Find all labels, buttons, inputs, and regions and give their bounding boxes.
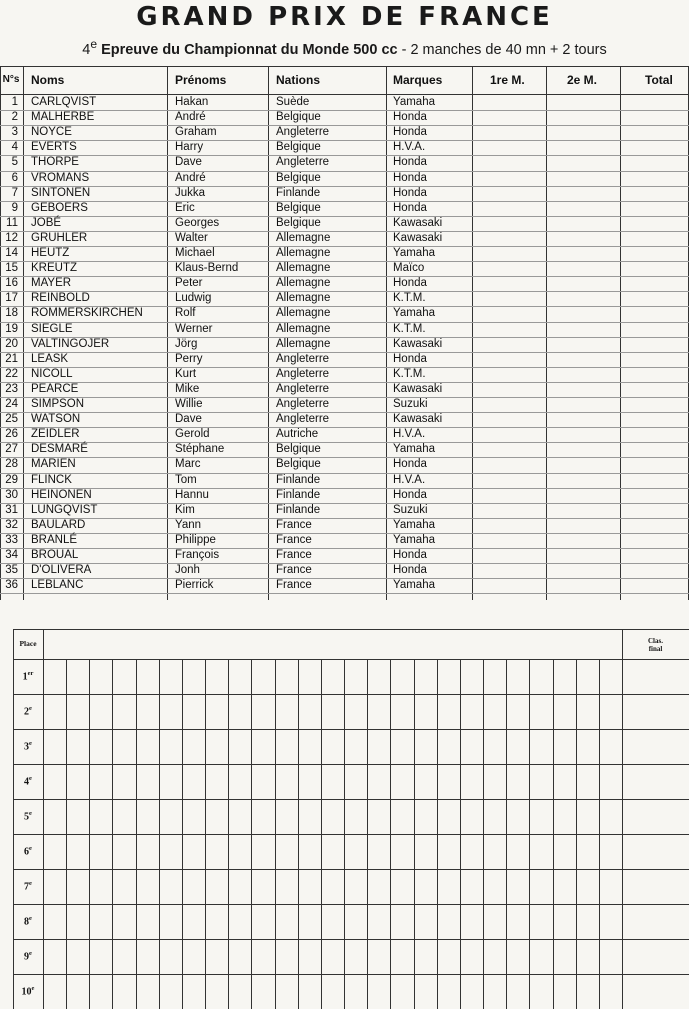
rider-number: 3	[11, 126, 18, 139]
grid-cell-rule	[529, 659, 530, 1009]
rider-brand: Honda	[393, 126, 427, 139]
place-label	[13, 845, 43, 857]
rider-firstname: François	[175, 549, 220, 561]
rider-surname: GEBOERS	[31, 201, 88, 214]
rider-brand: Kawasaki	[393, 382, 443, 395]
rider-firstname: Eric	[175, 201, 195, 214]
rider-nation: Angleterre	[276, 413, 330, 426]
rider-firstname: Klaus-Bernd	[175, 262, 239, 275]
rider-number: 12	[5, 231, 18, 244]
rider-brand: Kawasaki	[393, 337, 443, 350]
table-row	[0, 533, 689, 548]
rider-nation: Belgique	[276, 443, 321, 456]
rider-brand: Honda	[393, 186, 427, 199]
rider-firstname: André	[175, 111, 206, 124]
rider-number: 25	[5, 413, 18, 426]
rider-surname: THORPE	[31, 156, 79, 169]
rider-surname: DESMARÉ	[31, 443, 88, 456]
rider-brand: Honda	[393, 352, 427, 365]
place-number: 7	[24, 881, 30, 893]
page-title: GRAND PRIX DE FRANCE	[136, 2, 553, 32]
grid-cell-rule	[112, 659, 113, 1009]
rider-nation: Belgique	[276, 458, 321, 471]
rider-firstname: Pierrick	[175, 579, 214, 592]
rider-brand: Yamaha	[393, 579, 435, 592]
rider-surname: GRUHLER	[31, 231, 88, 244]
rider-number: 35	[5, 564, 18, 577]
table-row	[0, 548, 689, 563]
rider-number: 32	[5, 518, 18, 531]
rider-number: 18	[5, 307, 18, 320]
rider-firstname: Peter	[175, 277, 203, 290]
placings-grid	[13, 629, 689, 1009]
rider-nation: Allemagne	[276, 262, 331, 275]
rider-surname: SIEGLE	[31, 322, 73, 335]
rider-brand: Kawasaki	[393, 413, 443, 426]
rider-nation: Belgique	[276, 171, 321, 184]
rider-nation: Angleterre	[276, 382, 330, 395]
rider-brand: Yamaha	[393, 307, 435, 320]
rider-brand: Yamaha	[393, 96, 435, 108]
grid-cell-rule	[159, 659, 160, 1009]
rider-brand: H.V.A.	[393, 473, 426, 486]
rider-firstname: Jörg	[175, 337, 198, 350]
rider-number: 4	[11, 141, 18, 154]
rider-nation: Allemagne	[276, 292, 331, 305]
rider-nation: Belgique	[276, 111, 321, 124]
rider-number: 27	[5, 443, 18, 456]
table-row	[0, 352, 689, 367]
final-header-line-2: final	[648, 645, 663, 653]
rider-number: 31	[5, 503, 18, 516]
rider-nation: Autriche	[276, 428, 319, 441]
table-row	[0, 473, 689, 488]
rider-brand: Maïco	[393, 262, 425, 275]
rider-number: 2	[11, 111, 18, 124]
table-row-rule	[0, 593, 689, 594]
rider-firstname: Harry	[175, 141, 204, 154]
grid-row-rule	[13, 834, 689, 835]
place-label	[13, 705, 43, 717]
rider-brand: K.T.M.	[393, 292, 426, 305]
place-header: Place	[19, 639, 37, 648]
rider-surname: JOBÉ	[31, 216, 62, 229]
grid-cell-rule	[251, 659, 252, 1009]
grid-row-rule	[13, 799, 689, 800]
header-manche-1: 1re M.	[490, 73, 525, 87]
table-row	[0, 337, 689, 352]
rider-firstname: Perry	[175, 352, 203, 365]
grid-row-rule	[13, 904, 689, 905]
rider-nation: Allemagne	[276, 247, 331, 259]
rider-brand: Yamaha	[393, 247, 435, 259]
place-ordinal: e	[29, 950, 32, 957]
rider-nation: France	[276, 533, 312, 546]
final-classification-header	[622, 637, 689, 653]
grid-cell-rule	[599, 659, 600, 1009]
table-row	[0, 412, 689, 427]
grid-row-rule	[13, 729, 689, 730]
table-row	[0, 216, 689, 231]
place-number: 6	[24, 846, 30, 858]
rider-firstname: Willie	[175, 398, 203, 410]
rider-surname: NICOLL	[31, 367, 73, 380]
rider-firstname: Werner	[175, 322, 213, 335]
rider-nation: Allemagne	[276, 337, 331, 350]
place-number: 9	[24, 951, 30, 963]
header-marques: Marques	[393, 73, 443, 87]
grid-cell-rule	[460, 659, 461, 1009]
rider-number: 23	[5, 382, 18, 395]
rider-nation: France	[276, 564, 312, 577]
rider-surname: HEUTZ	[31, 247, 70, 259]
rider-nation: Belgique	[276, 201, 321, 214]
rider-surname: BROUAL	[31, 549, 79, 561]
table-row	[0, 276, 689, 291]
rider-number: 14	[5, 247, 18, 259]
grid-cell-rule	[89, 659, 90, 1009]
rider-surname: ZEIDLER	[31, 428, 80, 441]
rider-surname: CARLQVIST	[31, 96, 97, 108]
subtitle-format: - 2 manches de 40 mn + 2 tours	[397, 41, 607, 58]
rider-brand: Yamaha	[393, 518, 435, 531]
rider-surname: REINBOLD	[31, 292, 90, 305]
rider-firstname: Tom	[175, 473, 197, 486]
grid-cell-rule	[576, 659, 577, 1009]
rider-firstname: Jonh	[175, 564, 200, 577]
rider-surname: VALTINGOJER	[31, 337, 110, 350]
rider-number: 17	[5, 292, 18, 305]
rider-firstname: Philippe	[175, 533, 216, 546]
place-ordinal: e	[31, 985, 35, 992]
rider-number: 1	[11, 96, 18, 108]
rider-number: 28	[5, 458, 18, 471]
grid-cell-rule	[344, 659, 345, 1009]
header-total: Total	[645, 73, 673, 87]
header-prenoms: Prénoms	[175, 73, 227, 87]
grid-top-rule	[13, 629, 689, 630]
table-row	[0, 397, 689, 412]
rider-nation: France	[276, 579, 312, 592]
rider-firstname: Georges	[175, 216, 220, 229]
rider-nation: France	[276, 549, 312, 561]
table-row	[0, 201, 689, 216]
place-ordinal: e	[29, 915, 32, 922]
rider-number: 24	[5, 398, 18, 410]
place-number: 2	[24, 706, 30, 718]
rider-brand: Yamaha	[393, 533, 435, 546]
rider-number: 5	[11, 156, 18, 169]
rider-number: 34	[5, 549, 18, 561]
rider-nation: Angleterre	[276, 156, 330, 169]
rider-nation: France	[276, 518, 312, 531]
table-row	[0, 518, 689, 533]
rider-firstname: Mike	[175, 382, 200, 395]
place-number: 5	[24, 811, 30, 823]
rider-firstname: Marc	[175, 458, 201, 471]
table-top-rule	[0, 66, 689, 67]
rider-brand: K.T.M.	[393, 322, 426, 335]
header-manche-2: 2e M.	[567, 73, 598, 87]
rider-firstname: Ludwig	[175, 292, 212, 305]
rider-firstname: Dave	[175, 413, 202, 426]
grid-cell-rule	[66, 659, 67, 1009]
rider-brand: Honda	[393, 156, 427, 169]
rider-surname: VROMANS	[31, 171, 90, 184]
place-ordinal: e	[29, 810, 32, 817]
table-row	[0, 186, 689, 201]
rider-brand: Honda	[393, 171, 427, 184]
table-row	[0, 563, 689, 578]
table-row	[0, 231, 689, 246]
grid-cell-rule	[275, 659, 276, 1009]
rider-brand: Kawasaki	[393, 216, 443, 229]
page-subtitle: 4e Epreuve du Championnat du Monde 500 cc - 2 manches de 40 mn + 2 tours	[82, 37, 607, 58]
place-label	[13, 915, 43, 927]
rider-brand: H.V.A.	[393, 141, 426, 154]
rider-surname: WATSON	[31, 413, 81, 426]
table-row	[0, 95, 689, 110]
rider-brand: Honda	[393, 201, 427, 214]
table-row	[0, 503, 689, 518]
grid-cell-rule	[414, 659, 415, 1009]
rider-firstname: Jukka	[175, 186, 206, 199]
grid-cell-rule	[321, 659, 322, 1009]
place-number: 1	[22, 671, 28, 683]
rider-firstname: Hannu	[175, 488, 209, 501]
place-ordinal: e	[29, 880, 32, 887]
grid-cell-rule	[390, 659, 391, 1009]
place-label	[13, 740, 43, 752]
table-row	[0, 322, 689, 337]
place-number: 4	[24, 776, 30, 788]
rider-surname: BAULARD	[31, 518, 86, 531]
table-row	[0, 110, 689, 125]
place-label	[13, 950, 43, 962]
table-row	[0, 457, 689, 472]
rider-surname: LEBLANC	[31, 579, 84, 592]
rider-number: 6	[11, 171, 18, 184]
rider-firstname: André	[175, 171, 206, 184]
rider-firstname: Stéphane	[175, 443, 225, 456]
grid-cell-rule	[298, 659, 299, 1009]
rider-surname: PEARCE	[31, 382, 79, 395]
grid-cell-rule	[136, 659, 137, 1009]
rider-nation: Angleterre	[276, 398, 330, 410]
grid-row-rule	[13, 659, 689, 660]
rider-nation: Allemagne	[276, 307, 331, 320]
table-row	[0, 488, 689, 503]
place-label	[13, 880, 43, 892]
rider-brand: H.V.A.	[393, 428, 426, 441]
rider-surname: KREUTZ	[31, 262, 77, 275]
grid-row-rule	[13, 694, 689, 695]
rider-nation: Angleterre	[276, 352, 330, 365]
table-row	[0, 171, 689, 186]
rider-brand: Honda	[393, 564, 427, 577]
place-ordinal: e	[29, 775, 32, 782]
table-row	[0, 578, 689, 593]
entry-list-table	[0, 66, 689, 600]
rider-nation: Finlande	[276, 503, 321, 516]
table-row	[0, 427, 689, 442]
rider-number: 36	[5, 579, 18, 592]
place-label	[13, 670, 43, 682]
rider-number: 30	[5, 488, 18, 501]
rider-nation: Finlande	[276, 473, 321, 486]
grid-row-rule	[13, 764, 689, 765]
table-row	[0, 291, 689, 306]
rider-surname: BRANLÉ	[31, 533, 78, 546]
rider-firstname: Yann	[175, 518, 202, 531]
rider-brand: Honda	[393, 277, 427, 290]
rider-nation: Allemagne	[276, 322, 331, 335]
grid-cell-rule	[506, 659, 507, 1009]
place-number: 8	[24, 916, 30, 928]
place-label	[13, 775, 43, 787]
table-row	[0, 261, 689, 276]
place-ordinal: e	[29, 705, 32, 712]
rider-number: 29	[5, 473, 18, 486]
header-no: N°s	[2, 74, 20, 85]
rider-nation: Finlande	[276, 488, 321, 501]
rider-surname: MALHERBE	[31, 111, 95, 124]
rider-number: 21	[5, 352, 18, 365]
subtitle-ordinal: e	[90, 37, 98, 51]
place-ordinal: e	[29, 740, 32, 747]
rider-nation: Angleterre	[276, 367, 330, 380]
table-row	[0, 155, 689, 170]
rider-surname: NOYCE	[31, 126, 72, 139]
subtitle-event: Epreuve du Championnat du Monde 500 cc	[97, 41, 398, 58]
rider-firstname: Michael	[175, 247, 215, 259]
rider-firstname: Gerold	[175, 428, 210, 441]
rider-brand: Suzuki	[393, 503, 428, 516]
rider-firstname: Kim	[175, 503, 195, 516]
rider-surname: LEASK	[31, 352, 69, 365]
header-nations: Nations	[276, 73, 321, 87]
rider-surname: ROMMERSKIRCHEN	[31, 307, 143, 320]
rider-number: 22	[5, 367, 18, 380]
rider-surname: HEINONEN	[31, 488, 92, 501]
rider-surname: FLINCK	[31, 473, 72, 486]
rider-nation: Suède	[276, 96, 310, 108]
rider-surname: MARIEN	[31, 458, 76, 471]
final-header-line-1: Clas.	[648, 637, 663, 645]
rider-firstname: Kurt	[175, 367, 197, 380]
rider-brand: Honda	[393, 458, 427, 471]
grid-cell-rule	[367, 659, 368, 1009]
grid-cell-rule	[205, 659, 206, 1009]
rider-surname: SINTONEN	[31, 186, 91, 199]
grid-row-rule	[13, 869, 689, 870]
rider-surname: MAYER	[31, 277, 72, 290]
rider-firstname: Hakan	[175, 96, 209, 108]
table-row	[0, 306, 689, 321]
rider-surname: SIMPSON	[31, 398, 85, 410]
grid-cell-rule	[228, 659, 229, 1009]
rider-surname: LUNGQVIST	[31, 503, 98, 516]
rider-surname: D'OLIVERA	[31, 564, 92, 577]
rider-nation: Belgique	[276, 216, 321, 229]
rider-number: 19	[5, 322, 18, 335]
place-label	[13, 985, 43, 997]
rider-brand: Kawasaki	[393, 231, 443, 244]
rider-nation: Angleterre	[276, 126, 330, 139]
table-row	[0, 246, 689, 261]
rider-number: 7	[11, 186, 18, 199]
rider-nation: Allemagne	[276, 231, 331, 244]
place-ordinal: e	[29, 845, 32, 852]
rider-brand: Honda	[393, 111, 427, 124]
table-row	[0, 140, 689, 155]
place-label	[13, 810, 43, 822]
grid-row-rule	[13, 974, 689, 975]
grid-cell-rule	[483, 659, 484, 1009]
place-number: 3	[24, 741, 30, 753]
rider-number: 15	[5, 262, 18, 275]
grid-column-rule	[622, 629, 623, 1009]
rider-brand: K.T.M.	[393, 367, 426, 380]
table-row	[0, 442, 689, 457]
place-number: 10	[21, 986, 32, 998]
rider-brand: Suzuki	[393, 398, 428, 410]
place-ordinal: er	[27, 670, 34, 677]
grid-column-rule	[43, 629, 44, 1009]
grid-row-rule	[13, 939, 689, 940]
rider-number: 16	[5, 277, 18, 290]
rider-nation: Finlande	[276, 186, 321, 199]
grid-cell-rule	[182, 659, 183, 1009]
rider-number: 9	[11, 201, 18, 214]
rider-firstname: Dave	[175, 156, 202, 169]
rider-brand: Honda	[393, 488, 427, 501]
header-noms: Noms	[31, 73, 65, 87]
rider-firstname: Graham	[175, 126, 217, 139]
rider-brand: Honda	[393, 549, 427, 561]
rider-firstname: Rolf	[175, 307, 196, 320]
grid-cell-rule	[437, 659, 438, 1009]
table-row	[0, 367, 689, 382]
rider-number: 20	[5, 337, 18, 350]
table-row	[0, 125, 689, 140]
rider-surname: EVERTS	[31, 141, 77, 154]
rider-nation: Belgique	[276, 141, 321, 154]
rider-number: 33	[5, 533, 18, 546]
table-row	[0, 382, 689, 397]
rider-firstname: Walter	[175, 231, 208, 244]
grid-cell-rule	[553, 659, 554, 1009]
rider-brand: Yamaha	[393, 443, 435, 456]
rider-number: 11	[6, 216, 18, 229]
rider-nation: Allemagne	[276, 277, 331, 290]
rider-number: 26	[5, 428, 18, 441]
